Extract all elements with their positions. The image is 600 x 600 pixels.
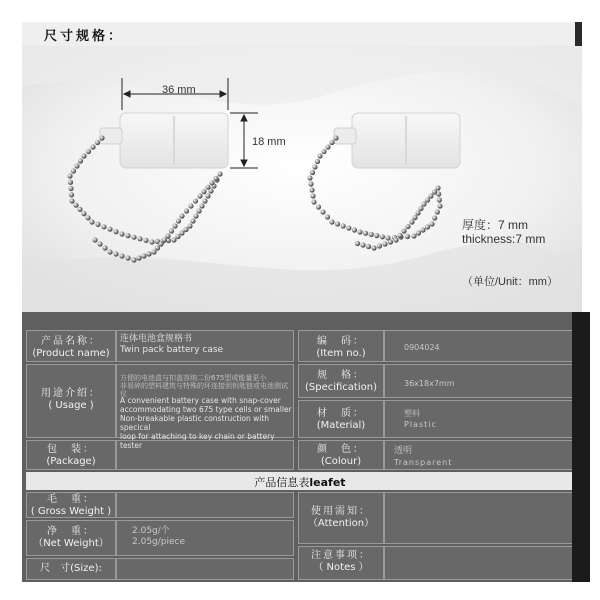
chain-bead xyxy=(74,163,79,168)
chain-bead xyxy=(107,249,112,254)
material-value: 塑料 Plastic xyxy=(404,409,437,429)
chain-bead xyxy=(155,245,160,250)
chain-bead xyxy=(165,233,170,238)
chain-bead xyxy=(329,219,334,224)
product-name-label: 产品名称： (Product name) xyxy=(32,336,110,359)
net-weight-label: 净 重： （Net Weight） xyxy=(33,526,109,549)
product-photo xyxy=(22,46,582,312)
chain-bead xyxy=(317,153,322,158)
chain-bead xyxy=(382,241,387,246)
chain-bead xyxy=(205,185,210,190)
net-weight-value: 2.05g/个 2.05g/piece xyxy=(132,526,186,547)
chain-bead xyxy=(363,231,368,236)
chain-bead xyxy=(176,218,181,223)
chain-bead xyxy=(183,227,188,232)
chain-bead xyxy=(416,230,421,235)
package-value-cell xyxy=(116,440,294,470)
attention-value-cell xyxy=(384,492,574,544)
leaflet-title: 产品信息表leafet xyxy=(254,476,346,489)
chain-bead xyxy=(90,144,95,149)
chain-bead xyxy=(85,215,90,220)
chain-bead xyxy=(151,249,156,254)
chain-bead xyxy=(131,257,136,262)
thickness-label-zh: 厚度：7 mm xyxy=(462,218,529,232)
chain-bead xyxy=(89,219,94,224)
chain-bead xyxy=(432,215,437,220)
chain-bead xyxy=(102,245,107,250)
product-name-value: 连体电池盒规格书 Twin pack battery case xyxy=(120,334,224,355)
chain-bead xyxy=(308,181,313,186)
chain-bead xyxy=(435,185,440,190)
usage-value-zh: 方便的电池盒与扣盖容纳二份675型或能量更小 非易碎的塑料建筑与特殊的环连接到钥匙链或电池测试仪 xyxy=(120,374,288,398)
chain-bead xyxy=(380,234,385,239)
chain-bead xyxy=(405,234,410,239)
chain-bead xyxy=(188,203,193,208)
chain-bead xyxy=(310,170,315,175)
chain-bead xyxy=(405,224,410,229)
notes-label: 注意事项： （ Notes ） xyxy=(311,550,371,573)
chain-bead xyxy=(411,233,416,238)
chain-bead xyxy=(432,189,437,194)
chain-bead xyxy=(158,241,163,246)
chain-bead xyxy=(421,201,426,206)
width-label: 36 mm xyxy=(162,84,196,96)
chain-bead xyxy=(412,215,417,220)
chain-bead xyxy=(316,204,321,209)
chain-bead xyxy=(205,193,210,198)
chain-bead xyxy=(125,233,130,238)
chain-bead xyxy=(71,168,76,173)
chain-bead xyxy=(175,234,180,239)
item-no-value: 0904024 xyxy=(404,343,440,352)
size-value-cell xyxy=(116,558,294,580)
chain-bead xyxy=(101,224,106,229)
thickness-label-en: thickness:7 mm xyxy=(462,232,546,246)
chain-bead xyxy=(179,230,184,235)
chain-bead xyxy=(187,223,192,228)
chain-bead xyxy=(179,213,184,218)
chain-bead xyxy=(99,135,104,140)
chain-bead xyxy=(429,221,434,226)
chain-bead xyxy=(73,203,78,208)
chain-bead xyxy=(320,209,325,214)
specification-value: 36x18x7mm xyxy=(404,379,455,388)
gross-weight-value-cell xyxy=(116,492,294,518)
item-no-label: 编 码： (Item no.) xyxy=(316,336,366,359)
package-label: 包 装： (Package) xyxy=(46,444,96,467)
chain-bead xyxy=(77,207,82,212)
chain-bead xyxy=(435,209,440,214)
chain-bead xyxy=(360,242,365,247)
chain-bead xyxy=(68,180,73,185)
chain-bead xyxy=(310,193,315,198)
chain-bead xyxy=(97,241,102,246)
chain-bead xyxy=(352,227,357,232)
chain-bead xyxy=(190,218,195,223)
colour-label: 颜 色： (Colour) xyxy=(317,444,365,467)
chain-bead xyxy=(307,175,312,180)
chain-bead xyxy=(162,237,167,242)
chain-bead xyxy=(95,222,100,227)
chain-bead xyxy=(437,203,442,208)
spec-table xyxy=(22,312,590,582)
chain-bead xyxy=(393,237,398,242)
chain-bead xyxy=(92,237,97,242)
chain-bead xyxy=(146,251,151,256)
chain-bead xyxy=(388,239,393,244)
chain-bead xyxy=(377,243,382,248)
chain-bead xyxy=(143,238,148,243)
chain-bead xyxy=(355,241,360,246)
usage-value-en: A convenient battery case with snap-cover accommodating two 675 type cells or smaller Non-breakable plastic construction with specical loop for attaching to key chain or battery tester xyxy=(120,396,292,450)
chain-bead xyxy=(333,135,338,140)
chain-bead xyxy=(325,214,330,219)
usage-label: 用途介绍： ( Usage ) xyxy=(41,388,101,411)
chain-bead xyxy=(371,245,376,250)
chain-bead xyxy=(119,231,124,236)
chain-bead xyxy=(346,225,351,230)
chain-bead xyxy=(315,159,320,164)
chain-bead xyxy=(425,224,430,229)
chain-bead xyxy=(196,208,201,213)
height-label: 18 mm xyxy=(252,136,286,148)
chain-bead xyxy=(325,144,330,149)
chain-bead xyxy=(329,140,334,145)
chain-bead xyxy=(69,192,74,197)
chain-bead xyxy=(341,223,346,228)
chain-bead xyxy=(312,164,317,169)
chain-bead xyxy=(136,255,141,260)
section-header xyxy=(22,22,582,46)
chain-bead xyxy=(81,211,86,216)
gross-weight-label: 毛 重： ( Gross Weight ) xyxy=(30,494,112,517)
chain-bead xyxy=(418,206,423,211)
chain-bead xyxy=(86,149,91,154)
chain-bead xyxy=(409,219,414,224)
chain-bead xyxy=(374,233,379,238)
chain-bead xyxy=(437,197,442,202)
chain-bead xyxy=(193,213,198,218)
colour-value: 透明 Transparent xyxy=(394,446,453,467)
chain-bead xyxy=(357,229,362,234)
chain-bead xyxy=(131,235,136,240)
chain-bead xyxy=(199,203,204,208)
chain-bead xyxy=(425,197,430,202)
chain-bead xyxy=(397,233,402,238)
chain-bead xyxy=(125,255,130,260)
chain-bead xyxy=(202,198,207,203)
chain-bead xyxy=(197,193,202,198)
chain-bead xyxy=(78,158,83,163)
chain-bead xyxy=(420,227,425,232)
chain-bead xyxy=(311,199,316,204)
section-title: 尺寸规格： xyxy=(44,29,125,44)
chain-bead xyxy=(67,173,72,178)
material-label: 材 质： (Material) xyxy=(316,408,366,431)
chain-bead xyxy=(171,237,176,242)
size-label: 尺 寸(Size): xyxy=(40,563,102,574)
chain-bead xyxy=(428,193,433,198)
right-edge-strip xyxy=(572,312,590,582)
chain-bead xyxy=(81,153,86,158)
chain-bead xyxy=(209,180,214,185)
chain-bead xyxy=(309,187,314,192)
attention-label: 使用需知： （Attention） xyxy=(307,506,375,529)
chain-bead xyxy=(69,198,74,203)
chain-bead xyxy=(119,253,124,258)
chain-bead xyxy=(172,223,177,228)
unit-label: （单位/Unit：mm） xyxy=(462,276,558,288)
chain-bead xyxy=(193,198,198,203)
chain-bead xyxy=(415,210,420,215)
chain-bead xyxy=(335,221,340,226)
chain-bead xyxy=(113,251,118,256)
chain-bead xyxy=(213,176,218,181)
chain-bead xyxy=(366,244,371,249)
chain-bead xyxy=(369,232,374,237)
chain-bead xyxy=(137,236,142,241)
battery-case-right xyxy=(334,113,460,168)
chain-bead xyxy=(201,189,206,194)
chain-bead xyxy=(141,253,146,258)
leaflet-band xyxy=(26,472,574,490)
specification-label: 规 格： (Specification) xyxy=(304,370,377,393)
chain-bead xyxy=(401,228,406,233)
chain-bead xyxy=(113,229,118,234)
chain-bead xyxy=(107,227,112,232)
chain-bead xyxy=(68,186,73,191)
chain-bead xyxy=(149,239,154,244)
chain-bead xyxy=(184,208,189,213)
chain-bead xyxy=(217,171,222,176)
notes-value-cell xyxy=(384,546,574,580)
chain-bead xyxy=(169,228,174,233)
chain-bead xyxy=(321,149,326,154)
chain-bead xyxy=(95,140,100,145)
